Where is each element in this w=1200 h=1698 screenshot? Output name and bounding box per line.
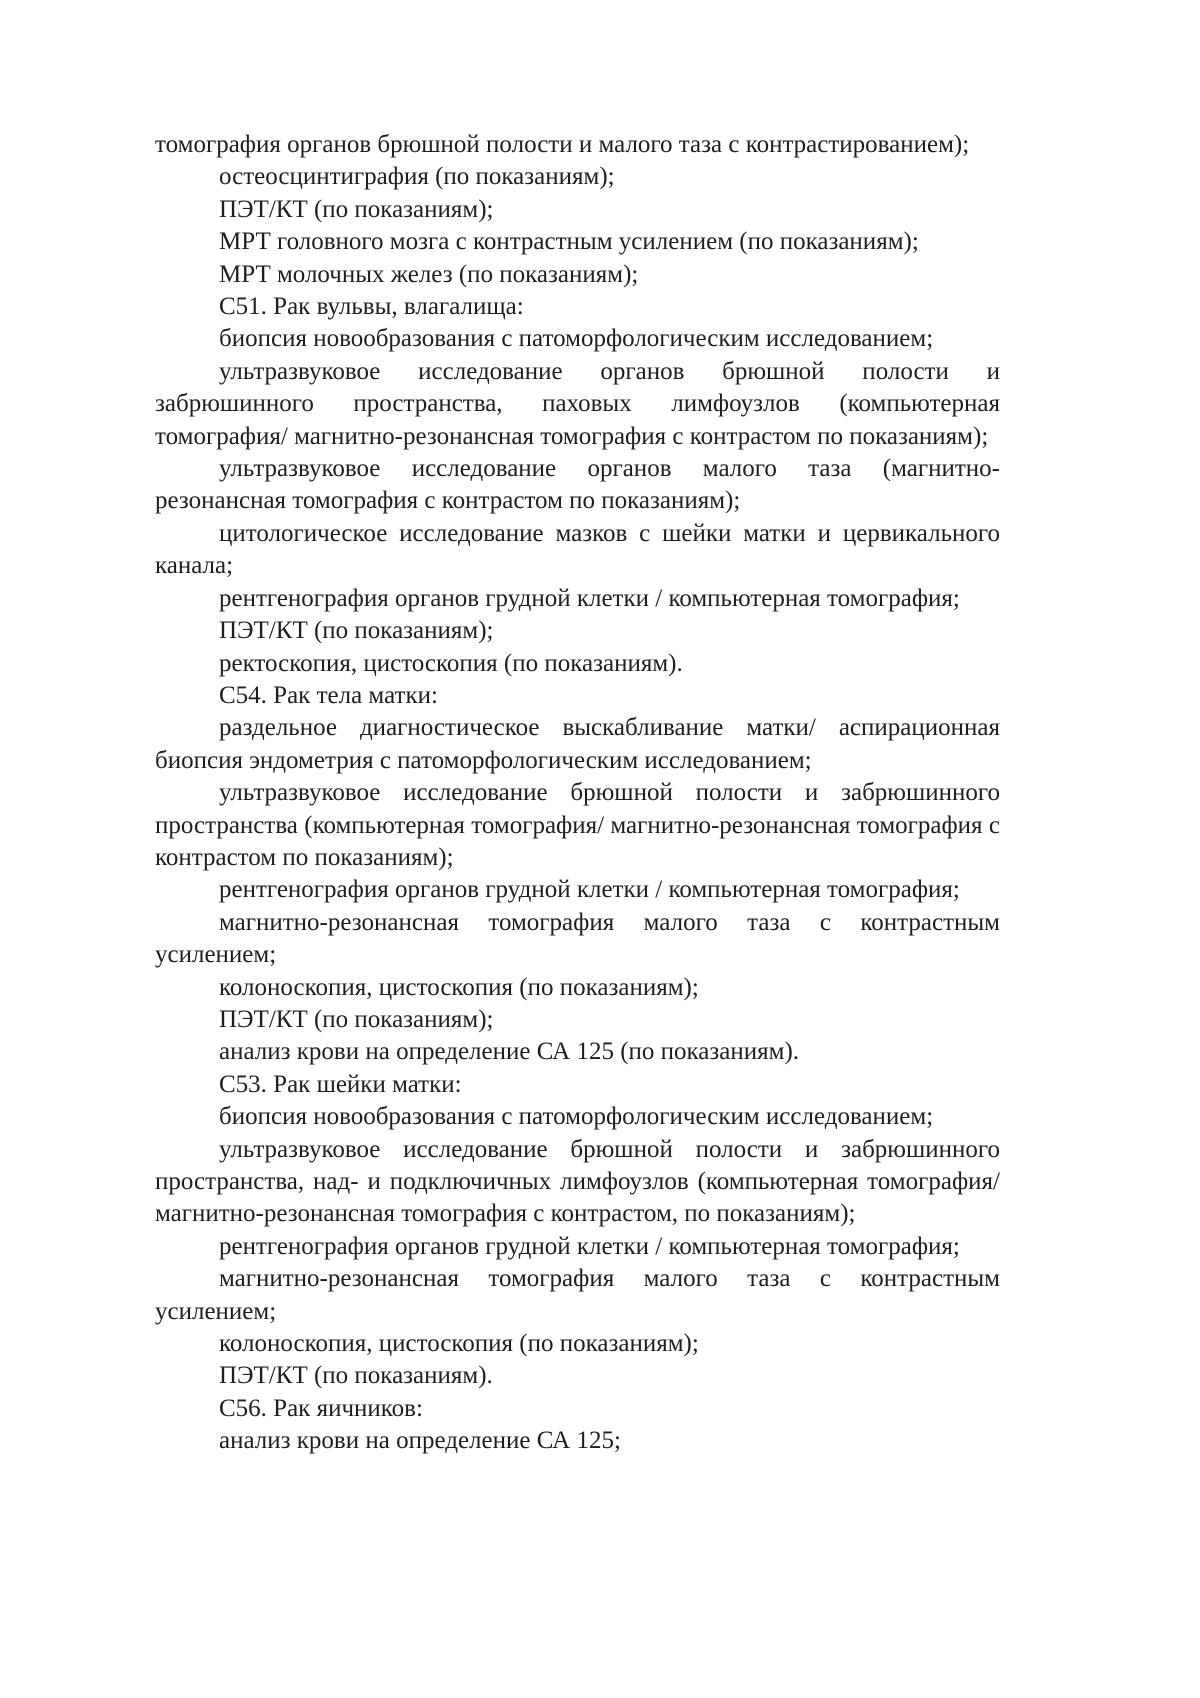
paragraph: МРТ молочных желез (по показаниям); — [219, 260, 639, 288]
paragraph: анализ крови на определение СА 125 (по показаниям). — [219, 1038, 800, 1066]
paragraph: колоноскопия, цистоскопия (по показаниям); — [219, 973, 699, 1001]
paragraph: ПЭТ/КТ (по показаниям). — [219, 1362, 493, 1390]
paragraph: ректоскопия, цистоскопия (по показаниям). — [219, 649, 683, 677]
paragraph: анализ крови на определение СА 125; — [219, 1427, 621, 1455]
paragraph: остеосцинтиграфия (по показаниям); — [219, 163, 615, 191]
paragraph: рентгенография органов грудной клетки / компьютерная томография; — [219, 1232, 960, 1260]
section-heading: С54. Рак тела матки: — [219, 681, 438, 709]
paragraph: биопсия новообразования с патоморфологическим исследованием; — [219, 325, 934, 353]
paragraph: ультразвуковое исследование брюшной полости и забрюшинного пространства, над- и подключичных лимфоузлов (компьютерная томография/ магнитно-резонансная томография с контрастом, по показаниям); — [155, 1135, 1000, 1228]
document-body — [155, 129, 1000, 1458]
section-heading: С56. Рак яичников: — [219, 1394, 423, 1422]
paragraph: ультразвуковое исследование органов брюшной полости и забрюшинного пространства, паховых лимфоузлов (компьютерная томография/ магнитно-резонансная томография с контрастом по показаниям); — [155, 357, 1000, 450]
paragraph: биопсия новообразования с патоморфологическим исследованием; — [219, 1103, 934, 1131]
paragraph: рентгенография органов грудной клетки / компьютерная томография; — [219, 876, 960, 904]
paragraph: томография органов брюшной полости и малого таза с контрастированием); — [155, 131, 970, 158]
paragraph: магнитно-резонансная томография малого таза с контрастным усилением; — [155, 908, 1000, 969]
paragraph: ультразвуковое исследование брюшной полости и забрюшинного пространства (компьютерная томография/ магнитно-резонансная томография с контрастом по показаниям); — [155, 779, 1000, 871]
paragraph: ПЭТ/КТ (по показаниям); — [219, 195, 494, 223]
paragraph: раздельное диагностическое выскабливание матки/ аспирационная биопсия эндометрия с патоморфологическим исследованием; — [155, 714, 1000, 774]
paragraph: ПЭТ/КТ (по показаниям); — [219, 1005, 494, 1033]
paragraph: цитологическое исследование мазков с шейки матки и цервикального канала; — [155, 519, 1000, 580]
paragraph: ПЭТ/КТ (по показаниям); — [219, 617, 494, 645]
paragraph: колоноскопия, цистоскопия (по показаниям); — [219, 1330, 699, 1358]
paragraph: рентгенография органов грудной клетки / компьютерная томография; — [219, 584, 960, 612]
section-heading: С53. Рак шейки матки: — [219, 1070, 462, 1098]
paragraph: ультразвуковое исследование органов малого таза (магнитно-резонансная томография с контрастом по показаниям); — [155, 455, 1000, 515]
paragraph: МРТ головного мозга с контрастным усилением (по показаниям); — [219, 228, 919, 256]
section-heading: С51. Рак вульвы, влагалища: — [219, 293, 524, 321]
paragraph: магнитно-резонансная томография малого таза с контрастным усилением; — [155, 1265, 1000, 1325]
